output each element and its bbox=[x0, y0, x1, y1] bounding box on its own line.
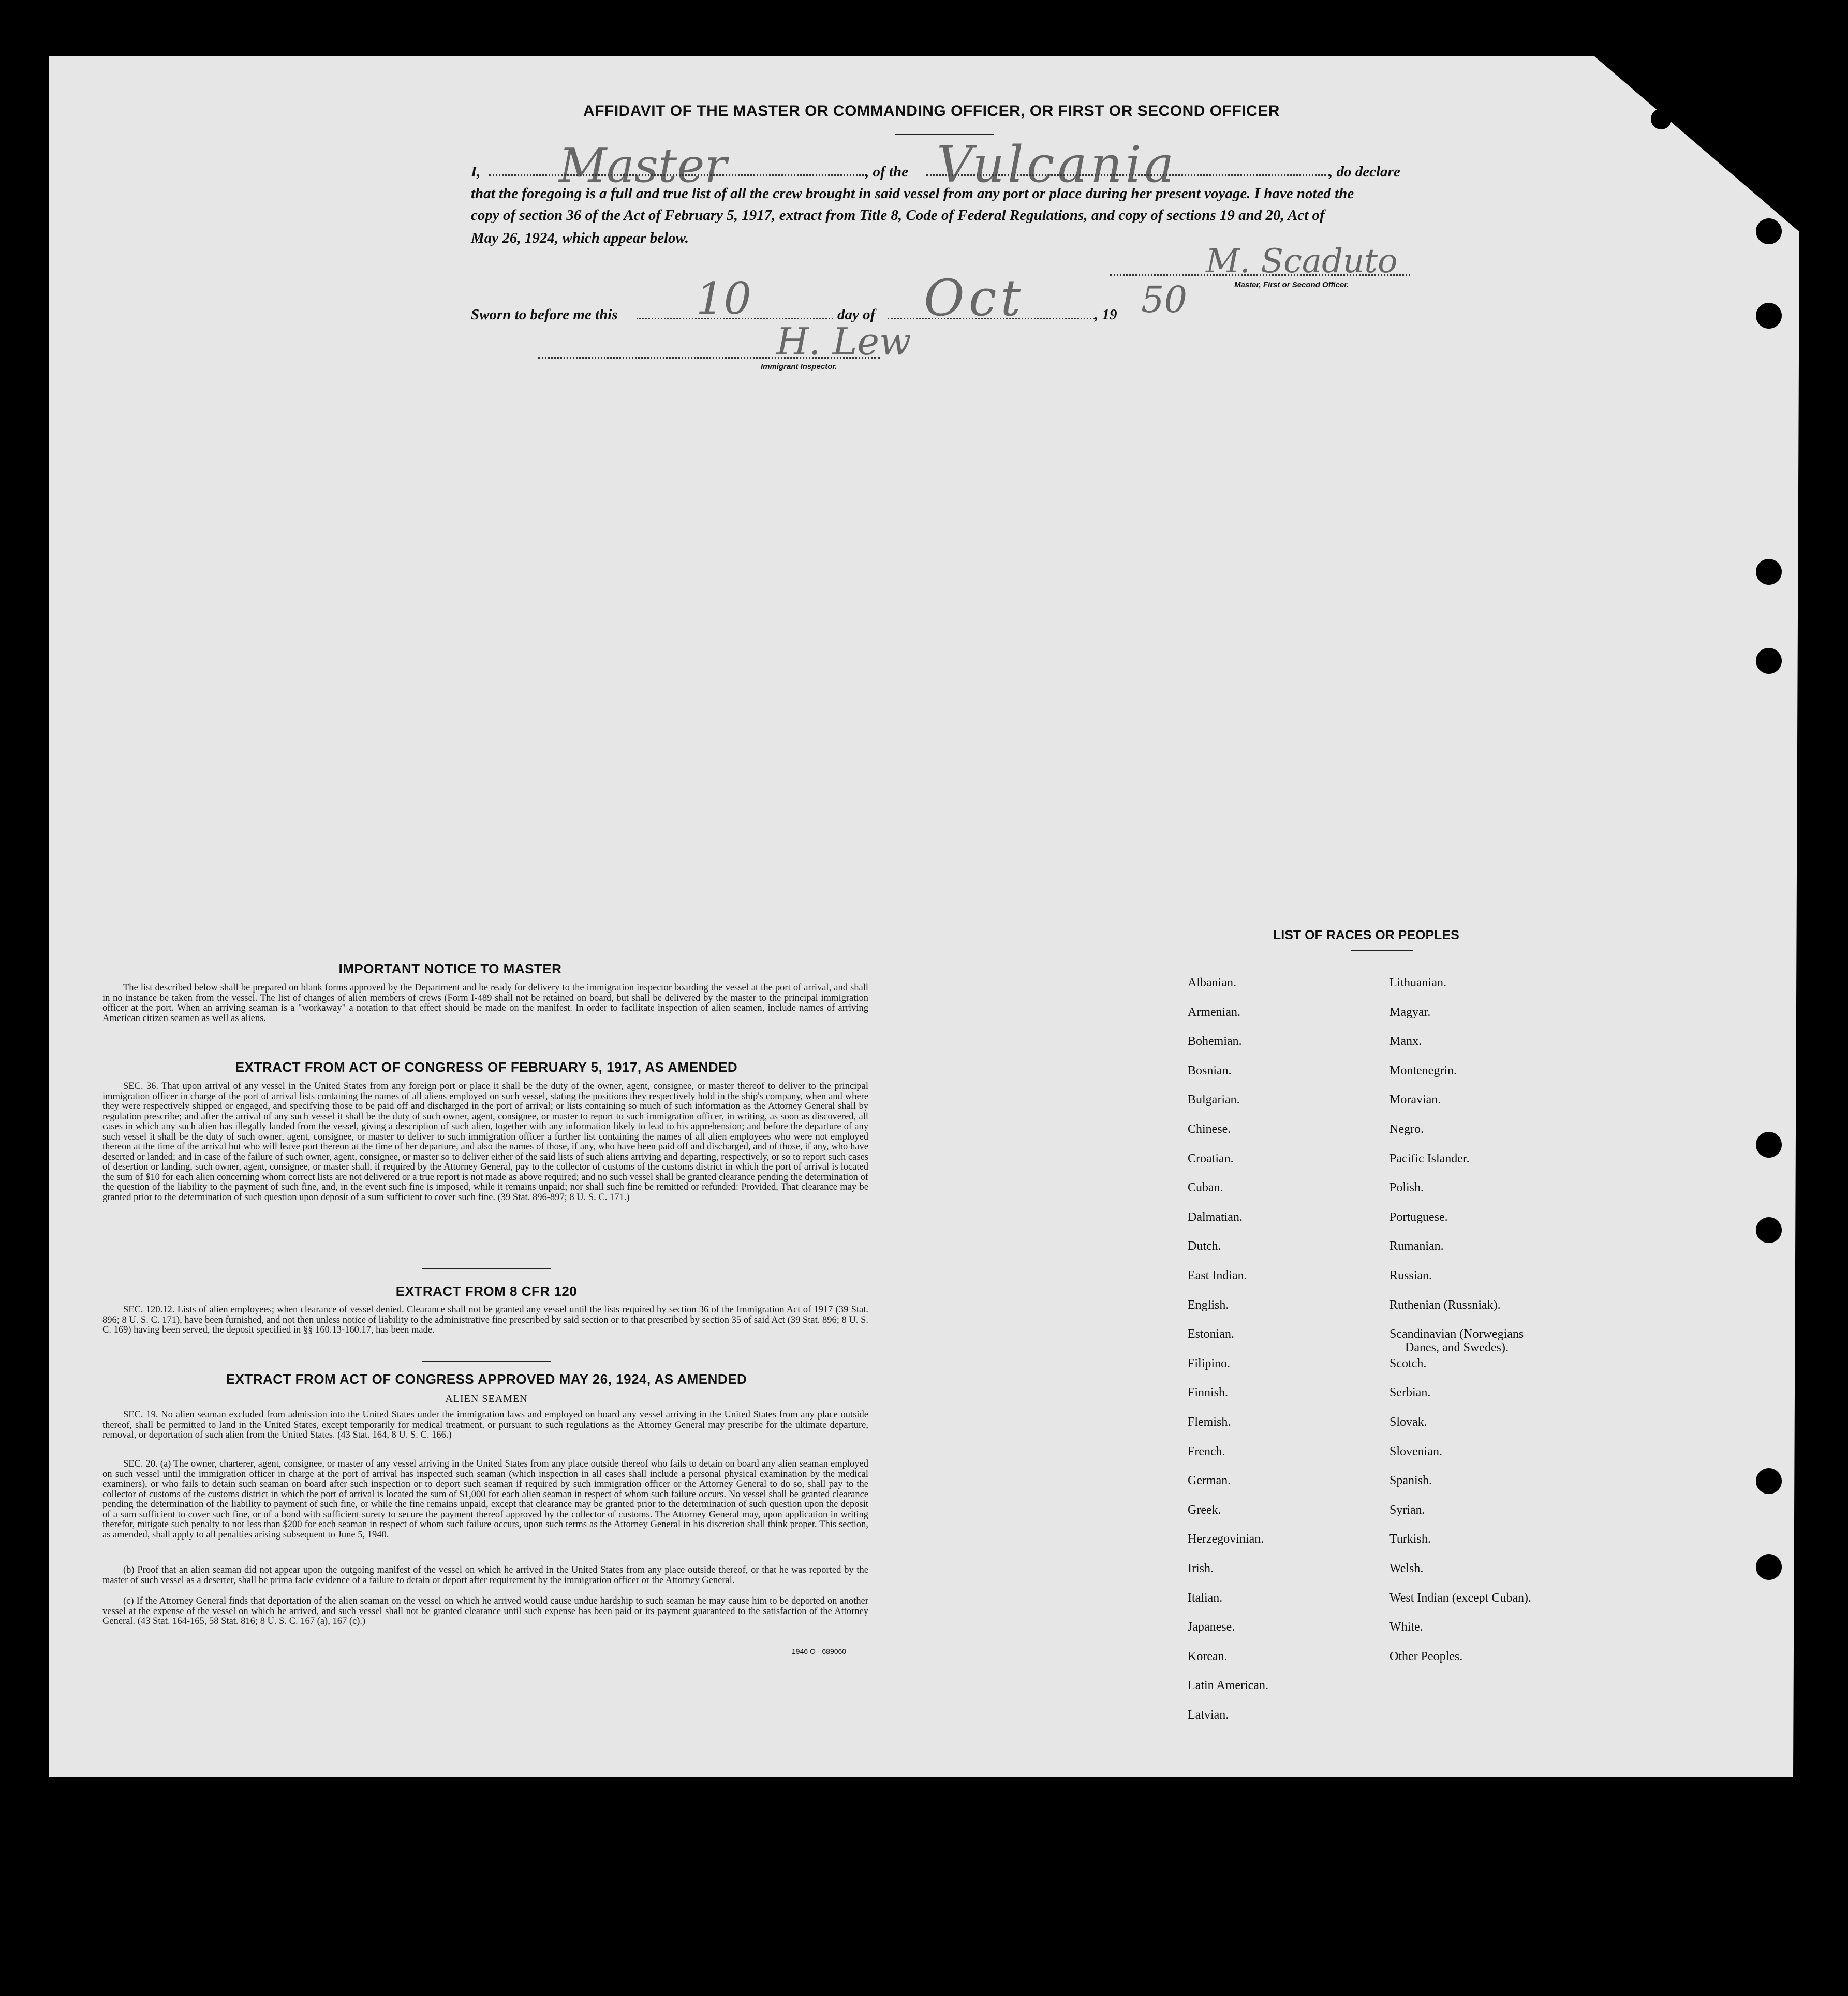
race-item: Serbian. bbox=[1389, 1386, 1431, 1399]
race-item: Slovak. bbox=[1389, 1415, 1427, 1429]
race-item: Manx. bbox=[1389, 1034, 1422, 1048]
race-item: Croatian. bbox=[1188, 1152, 1234, 1165]
race-item: Irish. bbox=[1188, 1562, 1214, 1575]
handwritten-vessel: Vulcania bbox=[937, 136, 1177, 194]
handwritten-day: 10 bbox=[696, 273, 751, 324]
extract-1924-title: EXTRACT FROM ACT OF CONGRESS APPROVED MAY 26, 1924, AS AMENDED bbox=[226, 1371, 747, 1387]
race-item: Moravian. bbox=[1389, 1093, 1441, 1106]
race-item: Latvian. bbox=[1188, 1708, 1229, 1722]
notice-title: IMPORTANT NOTICE TO MASTER bbox=[338, 961, 562, 977]
punch-hole bbox=[1756, 303, 1782, 329]
section-rule bbox=[422, 1268, 551, 1269]
race-item: Italian. bbox=[1188, 1591, 1223, 1605]
race-item: Scotch. bbox=[1389, 1357, 1427, 1370]
punch-hole bbox=[1756, 1217, 1782, 1243]
race-item: Japanese. bbox=[1188, 1620, 1235, 1634]
punch-hole bbox=[1756, 559, 1782, 585]
race-item: Greek. bbox=[1188, 1503, 1221, 1517]
extract-cfr-text: SEC. 120.12. Lists of alien employees; when clearance of vessel denied. Clearance shall not be granted any vessel until the lists required by section 36 of the Immigration Act of 1917 (39 Stat. 896; 8 U. S. C. 171), have been furnished, and not then unless notice of liability to the administrative fine prescribed by said section or to that prescribed by section 35 of said Act (39 Stat. 896; 8 U. S. C. 169) having been served, the deposit specified in §§ 160.13-160.17, has been made. bbox=[102, 1305, 868, 1335]
handwritten-year: 50 bbox=[1141, 278, 1188, 321]
race-item: Syrian. bbox=[1389, 1503, 1425, 1517]
race-item: West Indian (except Cuban). bbox=[1389, 1591, 1531, 1605]
handwritten-inspector-signature: H. Lew bbox=[776, 320, 911, 363]
print-code: 1946 O - 689060 bbox=[792, 1647, 847, 1655]
race-item: Welsh. bbox=[1389, 1562, 1424, 1575]
races-rule bbox=[1351, 950, 1413, 951]
handwritten-name: Master bbox=[559, 139, 727, 193]
section-rule bbox=[422, 1361, 551, 1362]
race-item: Rumanian. bbox=[1389, 1239, 1444, 1253]
affidavit-title: AFFIDAVIT OF THE MASTER OR COMMANDING OFFICER, OR FIRST OR SECOND OFFICER bbox=[583, 102, 1280, 120]
race-item: Russian. bbox=[1389, 1269, 1432, 1282]
races-title: LIST OF RACES OR PEOPLES bbox=[1273, 928, 1459, 942]
day-of-label: day of bbox=[837, 306, 876, 323]
punch-hole bbox=[1651, 109, 1672, 129]
race-item: Lithuanian. bbox=[1389, 976, 1446, 989]
section-19-text: SEC. 19. No alien seaman excluded from admission into the United States under the immigration laws and employed on board any vessel arriving in the United States from any place outside thereof, shall be permitted to land in the United States, except temporarily for medical treatment, or pursuant to such regulations as the Attorney General may prescribe for the ultimate departure, removal, or deportation of such alien from the United States. (43 Stat. 164, 8 U. S. C. 166.) bbox=[102, 1410, 868, 1440]
handwritten-month: Oct bbox=[924, 269, 1025, 327]
extract-cfr-title: EXTRACT FROM 8 CFR 120 bbox=[395, 1283, 578, 1299]
section-20a-text: SEC. 20. (a) The owner, charterer, agent, consignee, or master of any vessel arriving in the United States from any place outside thereof who fails to detain on board any alien seaman employed on such vessel until the immigration officer in charge at the port of arrival has inspected such seaman (which inspection in all cases shall include a personal physical examination by the medical examiners), or who fails to detain such seaman on board after such inspection or to deport such seaman if required by such immigration officer or the Attorney General to do so, shall pay to the collector of customs of the customs district in which the port of arrival is located the sum of $1,000 for each alien seaman in respect of whom such failure occurs. No vessel shall be granted clearance pending the determination of the liability to payment of such fine, or while the fine remains unpaid, except that clearance may be granted prior to the determination of such question upon the deposit of a sum sufficient to cover such fine, or of a bond with sufficient surety to secure the payment thereof approved by the collector of customs. The Attorney General may, upon application in writing therefor, mitigate such penalty to not less than $200 for each seaman in respect of whom such failure occurs, upon such terms as the Attorney General in his discretion shall think proper. This section, as amended, shall apply to all penalties arising subsequent to June 5, 1940. bbox=[102, 1459, 868, 1540]
do-declare-label: , do declare bbox=[1329, 164, 1400, 180]
notice-text: The list described below shall be prepared on blank forms approved by the Department and be ready for delivery to the immigration inspector boarding the vessel at the port of arrival, and shall in no instance be taken from the vessel. The list of changes of alien members of crews (Form I-489 shall not be retained on board, but shall be delivered by the master to the principal immigration officer at the port. When an arriving seaman is a "workaway" a notation to that effect should be made on the manifest. In order to facilitate inspection of alien seamen, include names of arriving American citizen seamen as well as aliens. bbox=[102, 983, 868, 1024]
race-item: English. bbox=[1188, 1298, 1229, 1312]
year-prefix: , 19 bbox=[1095, 306, 1117, 323]
race-item: Armenian. bbox=[1188, 1006, 1240, 1019]
extract-1917-title: EXTRACT FROM ACT OF CONGRESS OF FEBRUARY 5, 1917, AS AMENDED bbox=[235, 1059, 738, 1075]
section-20c-text: (c) If the Attorney General finds that deportation of the alien seaman on the vessel on which he arrived would cause undue hardship to such seaman he may cause him to be deported on another vessel at the expense of the vessel on which he arrived, and such vessel shall not be granted clearance until such expense has been paid or its payment guaranteed to the satisfaction of the Attorney General. (43 Stat. 164-165, 58 Stat. 816; 8 U. S. C. 167 (a), 167 (c).) bbox=[102, 1596, 868, 1627]
race-item: Danes, and Swedes). bbox=[1405, 1341, 1509, 1354]
race-item: Chinese. bbox=[1188, 1122, 1231, 1136]
race-item: White. bbox=[1389, 1620, 1423, 1634]
race-item: German. bbox=[1188, 1474, 1231, 1487]
affidavit-line-1: that the foregoing is a full and true list of all the crew brought in said vessel from any port or place during her present voyage. I have noted the bbox=[471, 185, 1354, 202]
extract-1924-subtitle: ALIEN SEAMEN bbox=[445, 1393, 528, 1404]
section-20b-text: (b) Proof that an alien seaman did not appear upon the outgoing manifest of the vessel on which he arrived in the United States from any place outside thereof, or that he was reported by the master of such vessel as a deserter, shall be prima facie evidence of a failure to detain or deport after requirement by the immigration officer or the Attorney General. bbox=[102, 1565, 868, 1586]
race-item: Polish. bbox=[1389, 1181, 1424, 1194]
race-item: Portuguese. bbox=[1389, 1210, 1448, 1224]
race-item: Korean. bbox=[1188, 1650, 1228, 1663]
race-item: Dutch. bbox=[1188, 1239, 1221, 1253]
punch-hole bbox=[1756, 1468, 1782, 1494]
race-item: Bulgarian. bbox=[1188, 1093, 1240, 1106]
race-item: Turkish. bbox=[1389, 1532, 1431, 1546]
race-item: Cuban. bbox=[1188, 1181, 1223, 1194]
race-item: Bosnian. bbox=[1188, 1064, 1232, 1077]
punch-hole bbox=[1756, 648, 1782, 674]
inspector-caption: Immigrant Inspector. bbox=[761, 362, 837, 371]
punch-hole bbox=[1756, 1554, 1782, 1580]
race-item: Negro. bbox=[1389, 1122, 1424, 1136]
of-the-label: , of the bbox=[865, 164, 908, 180]
race-item: Dalmatian. bbox=[1188, 1210, 1243, 1224]
race-item: Magyar. bbox=[1389, 1006, 1431, 1019]
race-item: Filipino. bbox=[1188, 1357, 1231, 1370]
punch-hole bbox=[1756, 218, 1782, 244]
race-item: Montenegrin. bbox=[1389, 1064, 1457, 1077]
sworn-label: Sworn to before me this bbox=[471, 306, 618, 323]
handwritten-master-signature: M. Scaduto bbox=[1206, 242, 1398, 280]
race-item: East Indian. bbox=[1188, 1269, 1247, 1282]
race-item: Flemish. bbox=[1188, 1415, 1231, 1429]
race-item: Bohemian. bbox=[1188, 1034, 1242, 1048]
affidavit-line-3: May 26, 1924, which appear below. bbox=[471, 230, 689, 246]
race-item: French. bbox=[1188, 1445, 1225, 1458]
race-item: Pacific Islander. bbox=[1389, 1152, 1470, 1165]
race-item: Spanish. bbox=[1389, 1474, 1432, 1487]
title-rule bbox=[895, 134, 994, 135]
race-item: Herzegovinian. bbox=[1188, 1532, 1264, 1546]
race-item: Finnish. bbox=[1188, 1386, 1229, 1399]
race-item: Other Peoples. bbox=[1389, 1650, 1463, 1663]
punch-hole bbox=[1756, 1132, 1782, 1158]
race-item: Estonian. bbox=[1188, 1327, 1234, 1341]
race-item: Slovenian. bbox=[1389, 1445, 1442, 1458]
race-item: Latin American. bbox=[1188, 1679, 1268, 1692]
race-item: Scandinavian (Norwegians bbox=[1389, 1327, 1524, 1341]
master-caption: Master, First or Second Officer. bbox=[1234, 280, 1349, 289]
race-item: Albanian. bbox=[1188, 976, 1236, 989]
race-item: Ruthenian (Russniak). bbox=[1389, 1298, 1501, 1312]
i-label: I, bbox=[471, 164, 481, 180]
affidavit-line-2: copy of section 36 of the Act of February 5, 1917, extract from Title 8, Code of Federal Regulations, and copy of sections 19 and 20, Act of bbox=[471, 207, 1325, 224]
extract-1917-text: SEC. 36. That upon arrival of any vessel in the United States from any foreign port or place it shall be the duty of the owner, agent, consignee, or master thereof to deliver to the principal immigration officer in charge of the port of arrival lists containing the names of all aliens employed on such vessel, stating the positions they respectively hold in the ship's company, when and where they were respectively shipped or engaged, and specifying those to be paid off and discharged in the port of arrival; or lists containing so much of such information as the Attorney General shall by regulation prescribe; and after the arrival of any such vessel it shall be the duty of such owner, agent, consignee, or master to report to such immigration officer, in writing, as soon as discovered, all cases in which any such alien has illegally landed from the vessel, giving a description of such alien, together with any information likely to lead to his apprehension; and before the departure of any such vessel it shall be the duty of such owner, agent, consignee, or master to deliver to such immigration officer a further list containing the names of all alien employees who were not employed thereon at the time of the arrival but who will leave port thereon at the time of her departure, and also the names of those, if any, who have been paid off and discharged, and of those, if any, who have deserted or landed; and in case of the failure of such owner, agent, consignee, or master so to deliver either of the said lists of such aliens arriving and departing, respectively, or so to report such cases of desertion or landing, such owner, agent, consignee, or master shall, if required by the Attorney General, pay to the collector of customs of the customs district in which the port of arrival is located the sum of $10 for each alien concerning whom correct lists are not delivered or a true report is not made as above required; and no such vessel shall be granted clearance pending the determination of the question of the liability to the payment of such fine, and, in the event such fine is imposed, while it remains unpaid; nor shall such fine be remitted or refunded: Provided, That clearance may be granted prior to the determination of such question upon deposit of a sum sufficient to cover such fine. (39 Stat. 896-897; 8 U. S. C. 171.) bbox=[102, 1081, 868, 1203]
